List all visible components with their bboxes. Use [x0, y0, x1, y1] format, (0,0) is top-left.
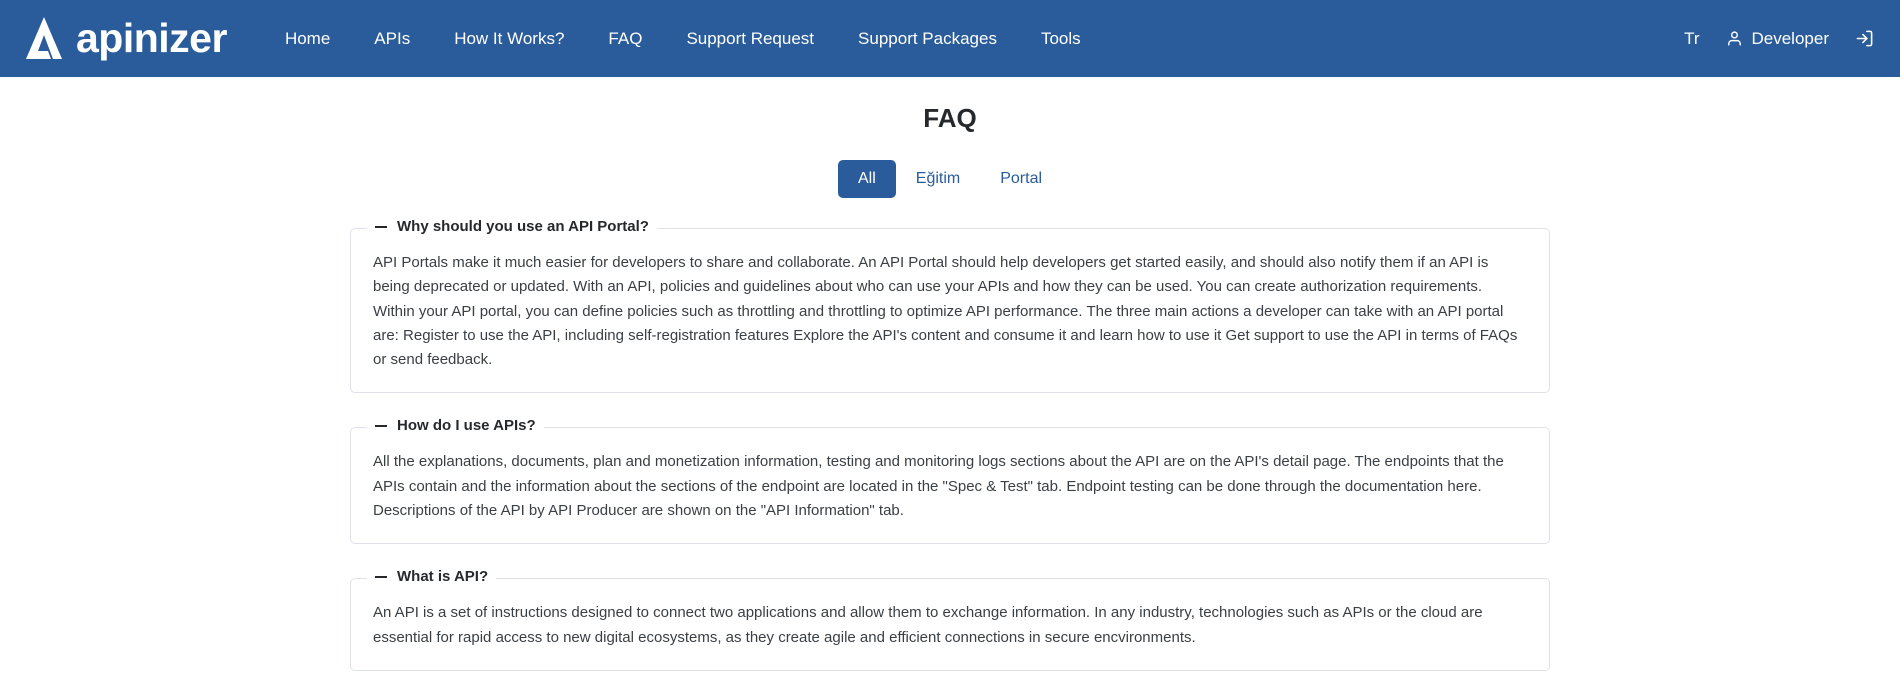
language-switcher[interactable]: Tr — [1684, 28, 1700, 48]
faq-answer: An API is a set of instructions designed to connect two applications and allow them to exchange information. In any industry, technologies such as APIs or the cloud are essential for rapid access to new digital ecosystems, as they create agile and efficient connections in secure encvironments. — [373, 604, 1483, 646]
faq-list — [350, 218, 1550, 671]
apinizer-a-mark-icon — [18, 13, 70, 65]
filter-portal[interactable]: Portal — [980, 160, 1062, 198]
faq-item — [350, 417, 1550, 544]
nav-item-support-packages[interactable]: Support Packages — [858, 28, 997, 48]
faq-question-toggle[interactable] — [367, 218, 657, 235]
user-menu[interactable] — [1726, 29, 1830, 49]
nav-item-support-request[interactable]: Support Request — [686, 28, 815, 48]
collapse-minus-icon — [375, 425, 387, 427]
faq-question: How do I use APIs? — [397, 417, 536, 435]
faq-question: What is API? — [397, 568, 489, 586]
faq-question-toggle[interactable] — [367, 417, 544, 434]
filter-egitim[interactable]: Eğitim — [896, 160, 980, 198]
user-icon — [1726, 30, 1743, 47]
brand-logo[interactable] — [18, 13, 227, 65]
collapse-minus-icon — [375, 576, 387, 578]
user-name: Developer — [1751, 28, 1829, 48]
brand-name: apinizer — [76, 15, 227, 61]
faq-category-filters — [0, 160, 1900, 198]
nav-item-how-it-works[interactable]: How It Works? — [454, 28, 565, 48]
faq-answer: API Portals make it much easier for developers to share and collaborate. An API Portal should help developers get started easily, and should also notify them if an API is being deprecated or updated. With an API, policies and guidelines about who can use your APIs and how they can be used. You can create authorization requirements. Within your API portal, you can define policies such as throttling and throttling to optimize API performance. The three main actions a developer can take with an API portal are: Register to use the API, including self-registration features Explore the API's content and consume it and learn how to use it Get support to use the API in terms of FAQs or send feedback. — [373, 254, 1518, 369]
faq-answer: All the explanations, documents, plan and monetization information, testing and monitoring logs sections about the API are on the API's detail page. The endpoints that the APIs contain and the information about the sections of the endpoint are located in the "Spec & Test" tab. Endpoint testing can be done through the documentation here. Descriptions of the API by API Producer are shown on the "API Information" tab. — [373, 453, 1504, 520]
page-content — [0, 77, 1900, 671]
nav-item-tools[interactable]: Tools — [1040, 28, 1081, 48]
faq-item — [350, 218, 1550, 393]
nav-item-apis[interactable]: APIs — [374, 28, 411, 48]
logout-button[interactable] — [1855, 29, 1874, 48]
filter-all[interactable]: All — [838, 160, 896, 198]
top-navigation-bar — [0, 0, 1900, 77]
faq-question: Why should you use an API Portal? — [397, 218, 649, 235]
collapse-minus-icon — [375, 226, 387, 228]
nav-right-group — [1684, 29, 1874, 49]
nav-item-home[interactable]: Home — [284, 28, 331, 48]
faq-item — [350, 568, 1550, 671]
nav-links — [263, 21, 1103, 57]
faq-question-toggle[interactable] — [367, 568, 496, 585]
nav-item-faq[interactable]: FAQ — [608, 28, 643, 48]
logout-icon — [1855, 29, 1874, 48]
page-title: FAQ — [923, 103, 977, 133]
